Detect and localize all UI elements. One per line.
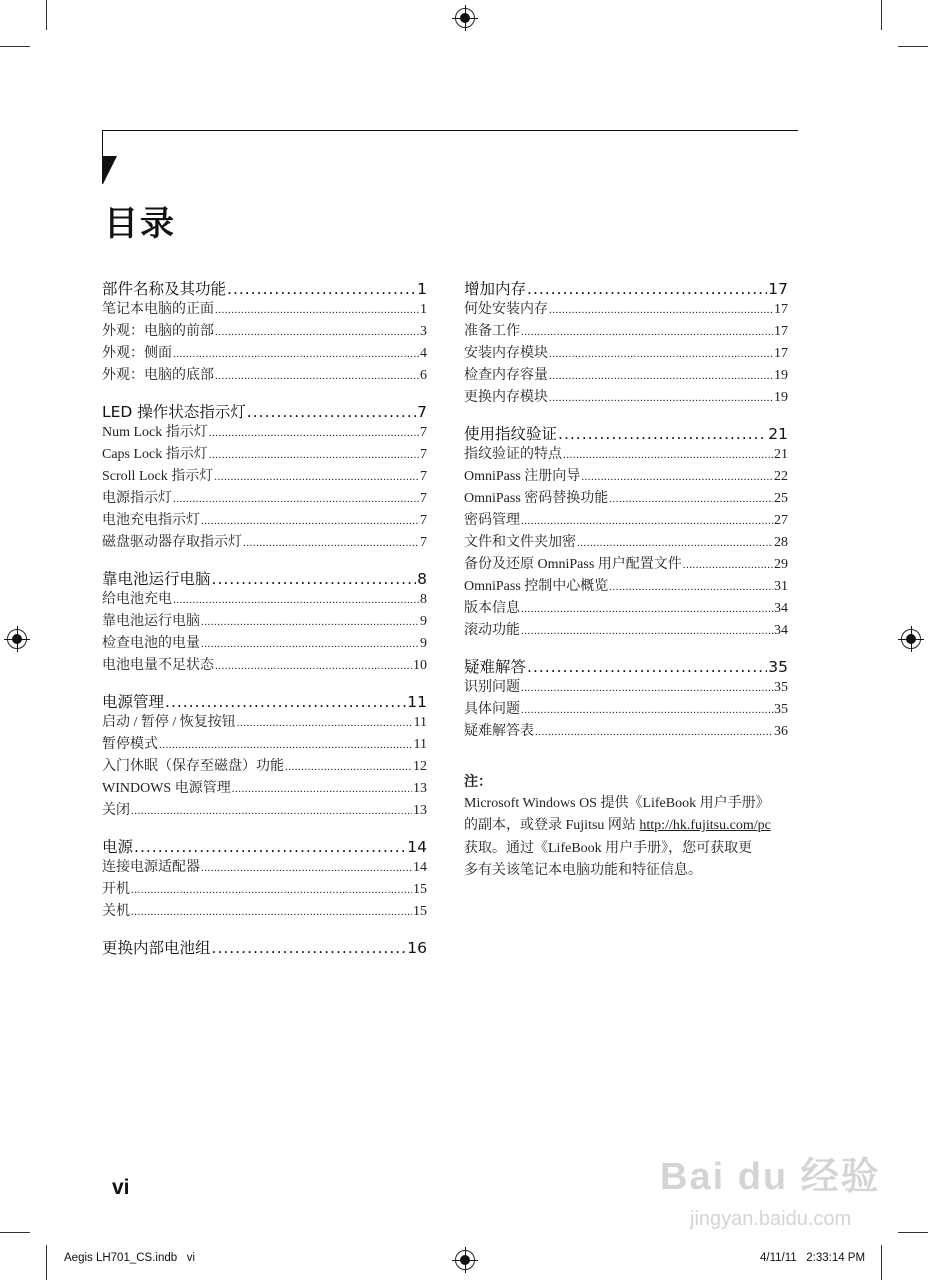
entry-page: 35 (774, 702, 788, 717)
dot-leader (212, 569, 417, 589)
toc-entry[interactable] (464, 721, 788, 743)
dot-leader (609, 576, 773, 598)
dot-leader (609, 488, 773, 510)
toc-entry[interactable] (102, 800, 427, 822)
entry-page: 3 (420, 324, 427, 339)
entry-label: 何处安装内存 (464, 302, 548, 317)
toc-entry[interactable] (102, 712, 427, 734)
dot-leader (581, 466, 773, 488)
entry-label: 启动 / 暂停 / 恢复按钮 (102, 715, 236, 730)
dot-leader (577, 532, 773, 554)
dot-leader (131, 800, 412, 822)
dot-leader (134, 837, 406, 857)
toc-section-heading[interactable] (102, 692, 427, 712)
toc-entry[interactable] (464, 576, 788, 598)
dot-leader (215, 321, 419, 343)
dot-leader (212, 938, 407, 958)
toc-entry[interactable] (102, 532, 427, 554)
entry-label: OmniPass 控制中心概览 (464, 579, 609, 594)
toc-section (464, 657, 788, 743)
toc-entry[interactable] (102, 365, 427, 387)
toc-entry[interactable] (102, 488, 427, 510)
entry-label: 电源管理 (102, 693, 165, 711)
toc-entry[interactable] (102, 611, 427, 633)
entry-label: 关闭 (102, 803, 130, 818)
dot-leader (173, 488, 419, 510)
toc-section (102, 279, 427, 387)
entry-page: 1 (417, 280, 427, 298)
entry-page: 16 (407, 939, 427, 957)
entry-label: 滚动功能 (464, 623, 520, 638)
entry-label: 更换内存模块 (464, 390, 548, 405)
dot-leader (215, 365, 419, 387)
entry-label: 增加内存 (464, 280, 527, 298)
entry-label: 电池充电指示灯 (102, 513, 200, 528)
fujitsu-link[interactable]: http://hk.fujitsu.com/pc (639, 818, 771, 834)
dot-leader (131, 901, 412, 923)
toc-right-column (464, 279, 788, 758)
dot-leader (214, 466, 419, 488)
page-title: 目录 (104, 204, 176, 244)
entry-page: 4 (420, 346, 427, 361)
entry-label: OmniPass 密码替换功能 (464, 491, 609, 506)
entry-page: 14 (407, 838, 427, 856)
watermark-logo: Bai du 经验 (660, 1156, 881, 1198)
dot-leader (563, 444, 773, 466)
toc-entry[interactable] (464, 598, 788, 620)
note-block (464, 771, 804, 882)
entry-page: 7 (420, 513, 427, 528)
toc-section (464, 279, 788, 409)
entry-page: 19 (774, 390, 788, 405)
dot-leader (215, 299, 419, 321)
entry-page: 17 (774, 302, 788, 317)
toc-section (102, 837, 427, 923)
toc-entry[interactable] (464, 444, 788, 466)
entry-label: WINDOWS 电源管理 (102, 781, 231, 796)
entry-label: LED 操作状态指示灯 (102, 403, 246, 421)
toc-entry[interactable] (464, 343, 788, 365)
entry-page: 17 (774, 324, 788, 339)
entry-label: 疑难解答 (464, 658, 527, 676)
toc-entry[interactable] (464, 299, 788, 321)
entry-page: 28 (774, 535, 788, 550)
entry-page: 7 (420, 535, 427, 550)
entry-label: 磁盘驱动器存取指示灯 (102, 535, 242, 550)
dot-leader (247, 402, 416, 422)
entry-page: 15 (413, 882, 427, 897)
entry-label: Num Lock 指示灯 (102, 425, 208, 440)
dot-leader (521, 321, 773, 343)
dot-leader (549, 365, 773, 387)
dot-leader (173, 589, 419, 611)
dot-leader (201, 510, 419, 532)
toc-entry[interactable] (102, 879, 427, 901)
header-rule (102, 130, 798, 131)
toc-entry[interactable] (102, 756, 427, 778)
crop-mark (0, 46, 30, 47)
entry-page: 17 (774, 346, 788, 361)
dot-leader (521, 598, 773, 620)
entry-page: 7 (420, 425, 427, 440)
entry-label: 笔记本电脑的正面 (102, 302, 214, 317)
dot-leader (683, 554, 773, 576)
dot-leader (521, 510, 773, 532)
crop-mark (46, 0, 47, 30)
entry-page: 7 (417, 403, 427, 421)
entry-label: Caps Lock 指示灯 (102, 447, 208, 462)
toc-entry[interactable] (102, 466, 427, 488)
entry-page: 11 (407, 693, 427, 711)
note-line: 多有关该笔记本电脑功能和特征信息。 (464, 862, 702, 878)
crop-mark (898, 46, 928, 47)
dot-leader (521, 620, 773, 642)
toc-left-column (102, 279, 427, 973)
toc-section-heading[interactable] (464, 657, 788, 677)
toc-entry[interactable] (464, 466, 788, 488)
toc-section-heading[interactable] (102, 837, 427, 857)
dot-leader (521, 677, 773, 699)
entry-page: 36 (774, 724, 788, 739)
toc-entry[interactable] (102, 321, 427, 343)
toc-section-heading[interactable] (464, 424, 788, 444)
entry-label: OmniPass 注册向导 (464, 469, 581, 484)
dot-leader (549, 343, 773, 365)
dot-leader (535, 721, 773, 743)
dot-leader (173, 343, 419, 365)
entry-page: 10 (413, 658, 427, 673)
registration-mark-icon (455, 8, 475, 28)
crop-mark (881, 1245, 882, 1280)
toc-section (102, 692, 427, 822)
dot-leader (201, 633, 419, 655)
entry-label: 密码管理 (464, 513, 520, 528)
registration-mark-icon (455, 1250, 475, 1270)
entry-label: 关机 (102, 904, 130, 919)
toc-section (102, 569, 427, 677)
entry-label: 部件名称及其功能 (102, 280, 227, 298)
entry-label: 文件和文件夹加密 (464, 535, 576, 550)
toc-entry[interactable] (102, 857, 427, 879)
entry-page: 13 (413, 781, 427, 796)
entry-label: 备份及还原 OmniPass 用户配置文件 (464, 557, 682, 572)
entry-page: 34 (774, 623, 788, 638)
entry-page: 7 (420, 447, 427, 462)
dot-leader (201, 857, 412, 879)
entry-page: 15 (413, 904, 427, 919)
toc-entry[interactable] (102, 589, 427, 611)
entry-page: 21 (774, 447, 788, 462)
registration-mark-icon (901, 629, 921, 649)
baidu-watermark (660, 1145, 881, 1231)
entry-page: 11 (413, 737, 427, 752)
entry-label: 准备工作 (464, 324, 520, 339)
entry-label: 电源 (102, 838, 134, 856)
entry-page: 1 (420, 302, 427, 317)
entry-page: 14 (413, 860, 427, 875)
entry-page: 7 (420, 469, 427, 484)
toc-entry[interactable] (102, 734, 427, 756)
header-flag-icon (103, 156, 117, 184)
entry-label: 开机 (102, 882, 130, 897)
toc-entry[interactable] (102, 901, 427, 923)
registration-mark-icon (7, 629, 27, 649)
entry-label: Scroll Lock 指示灯 (102, 469, 214, 484)
toc-entry[interactable] (464, 620, 788, 642)
entry-page: 29 (774, 557, 788, 572)
toc-entry[interactable] (464, 510, 788, 532)
page-number: vi (112, 1176, 130, 1199)
entry-label: 入门休眠（保存至磁盘）功能 (102, 759, 284, 774)
toc-entry[interactable] (464, 699, 788, 721)
entry-label: 给电池充电 (102, 592, 172, 607)
entry-page: 22 (774, 469, 788, 484)
dot-leader (549, 299, 773, 321)
entry-page: 31 (774, 579, 788, 594)
toc-entry[interactable] (464, 365, 788, 387)
entry-label: 检查电池的电量 (102, 636, 200, 651)
dot-leader (237, 712, 413, 734)
toc-section (102, 402, 427, 554)
toc-entry[interactable] (464, 677, 788, 699)
note-line: 获取。通过《LifeBook 用户手册》，您可获取更 (464, 840, 753, 856)
toc-section (102, 938, 427, 958)
entry-page: 9 (420, 614, 427, 629)
crop-mark (881, 0, 882, 30)
toc-entry[interactable] (464, 488, 788, 510)
crop-mark (898, 1232, 928, 1233)
crop-mark (0, 1232, 30, 1233)
dot-leader (227, 279, 416, 299)
dot-leader (209, 444, 419, 466)
dot-leader (232, 778, 412, 800)
dot-leader (215, 655, 412, 677)
entry-page: 35 (768, 658, 788, 676)
toc-entry[interactable] (102, 444, 427, 466)
dot-leader (131, 879, 412, 901)
entry-page: 12 (413, 759, 427, 774)
entry-page: 17 (768, 280, 788, 298)
toc-entry[interactable] (102, 655, 427, 677)
slug-date: 4/11/11 2:33:14 PM (760, 1252, 866, 1264)
note-line (464, 815, 804, 837)
toc-section-heading[interactable] (464, 279, 788, 299)
dot-leader (549, 387, 773, 409)
entry-page: 11 (413, 715, 427, 730)
entry-page: 9 (420, 636, 427, 651)
entry-label: 安装内存模块 (464, 346, 548, 361)
entry-page: 25 (774, 491, 788, 506)
entry-label: 版本信息 (464, 601, 520, 616)
slug-file: Aegis LH701_CS.indb vi (64, 1252, 196, 1264)
dot-leader (159, 734, 413, 756)
dot-leader (243, 532, 419, 554)
entry-label: 电池电量不足状态 (102, 658, 214, 673)
toc-entry[interactable] (102, 343, 427, 365)
toc-entry[interactable] (464, 532, 788, 554)
entry-label: 靠电池运行电脑 (102, 570, 211, 588)
watermark-url: jingyan.baidu.com (690, 1208, 852, 1230)
dot-leader (285, 756, 412, 778)
toc-entry[interactable] (464, 554, 788, 576)
toc-section-heading[interactable] (102, 279, 427, 299)
dot-leader (527, 657, 767, 677)
toc-entry[interactable] (102, 422, 427, 444)
dot-leader (527, 279, 767, 299)
toc-entry[interactable] (102, 633, 427, 655)
entry-page: 21 (768, 425, 788, 443)
entry-page: 8 (420, 592, 427, 607)
crop-mark (46, 1245, 47, 1280)
dot-leader (201, 611, 419, 633)
dot-leader (165, 692, 406, 712)
entry-label: 检查内存容量 (464, 368, 548, 383)
toc-entry[interactable] (102, 778, 427, 800)
toc-section-heading[interactable] (102, 402, 427, 422)
entry-page: 8 (417, 570, 427, 588)
dot-leader (521, 699, 773, 721)
toc-entry[interactable] (464, 321, 788, 343)
entry-page: 7 (420, 491, 427, 506)
entry-label: 识别问题 (464, 680, 520, 695)
toc-entry[interactable] (102, 510, 427, 532)
note-line: Microsoft Windows OS 提供《LifeBook 用户手册》 (464, 796, 770, 811)
entry-label: 疑难解答表 (464, 724, 534, 739)
entry-label: 具体问题 (464, 702, 520, 717)
entry-label: 外观：侧面 (102, 346, 172, 361)
entry-page: 13 (413, 803, 427, 818)
entry-label: 暂停模式 (102, 737, 158, 752)
entry-page: 6 (420, 368, 427, 383)
entry-label: 外观：电脑的前部 (102, 324, 214, 339)
note-heading: 注： (464, 774, 492, 790)
entry-label: 指纹验证的特点 (464, 447, 562, 462)
entry-page: 34 (774, 601, 788, 616)
entry-page: 19 (774, 368, 788, 383)
entry-label: 连接电源适配器 (102, 860, 200, 875)
entry-label: 使用指纹验证 (464, 425, 558, 443)
dot-leader (209, 422, 419, 444)
toc-section-heading[interactable] (102, 938, 427, 958)
entry-page: 27 (774, 513, 788, 528)
entry-label: 外观：电脑的底部 (102, 368, 214, 383)
entry-label: 电源指示灯 (102, 491, 172, 506)
entry-label: 更换内部电池组 (102, 939, 211, 957)
toc-entry[interactable] (102, 299, 427, 321)
dot-leader (558, 424, 767, 444)
note-text: 的副本，或登录 Fujitsu 网站 (464, 818, 640, 834)
entry-page: 35 (774, 680, 788, 695)
toc-entry[interactable] (464, 387, 788, 409)
toc-section (464, 424, 788, 642)
toc-section-heading[interactable] (102, 569, 427, 589)
entry-label: 靠电池运行电脑 (102, 614, 200, 629)
